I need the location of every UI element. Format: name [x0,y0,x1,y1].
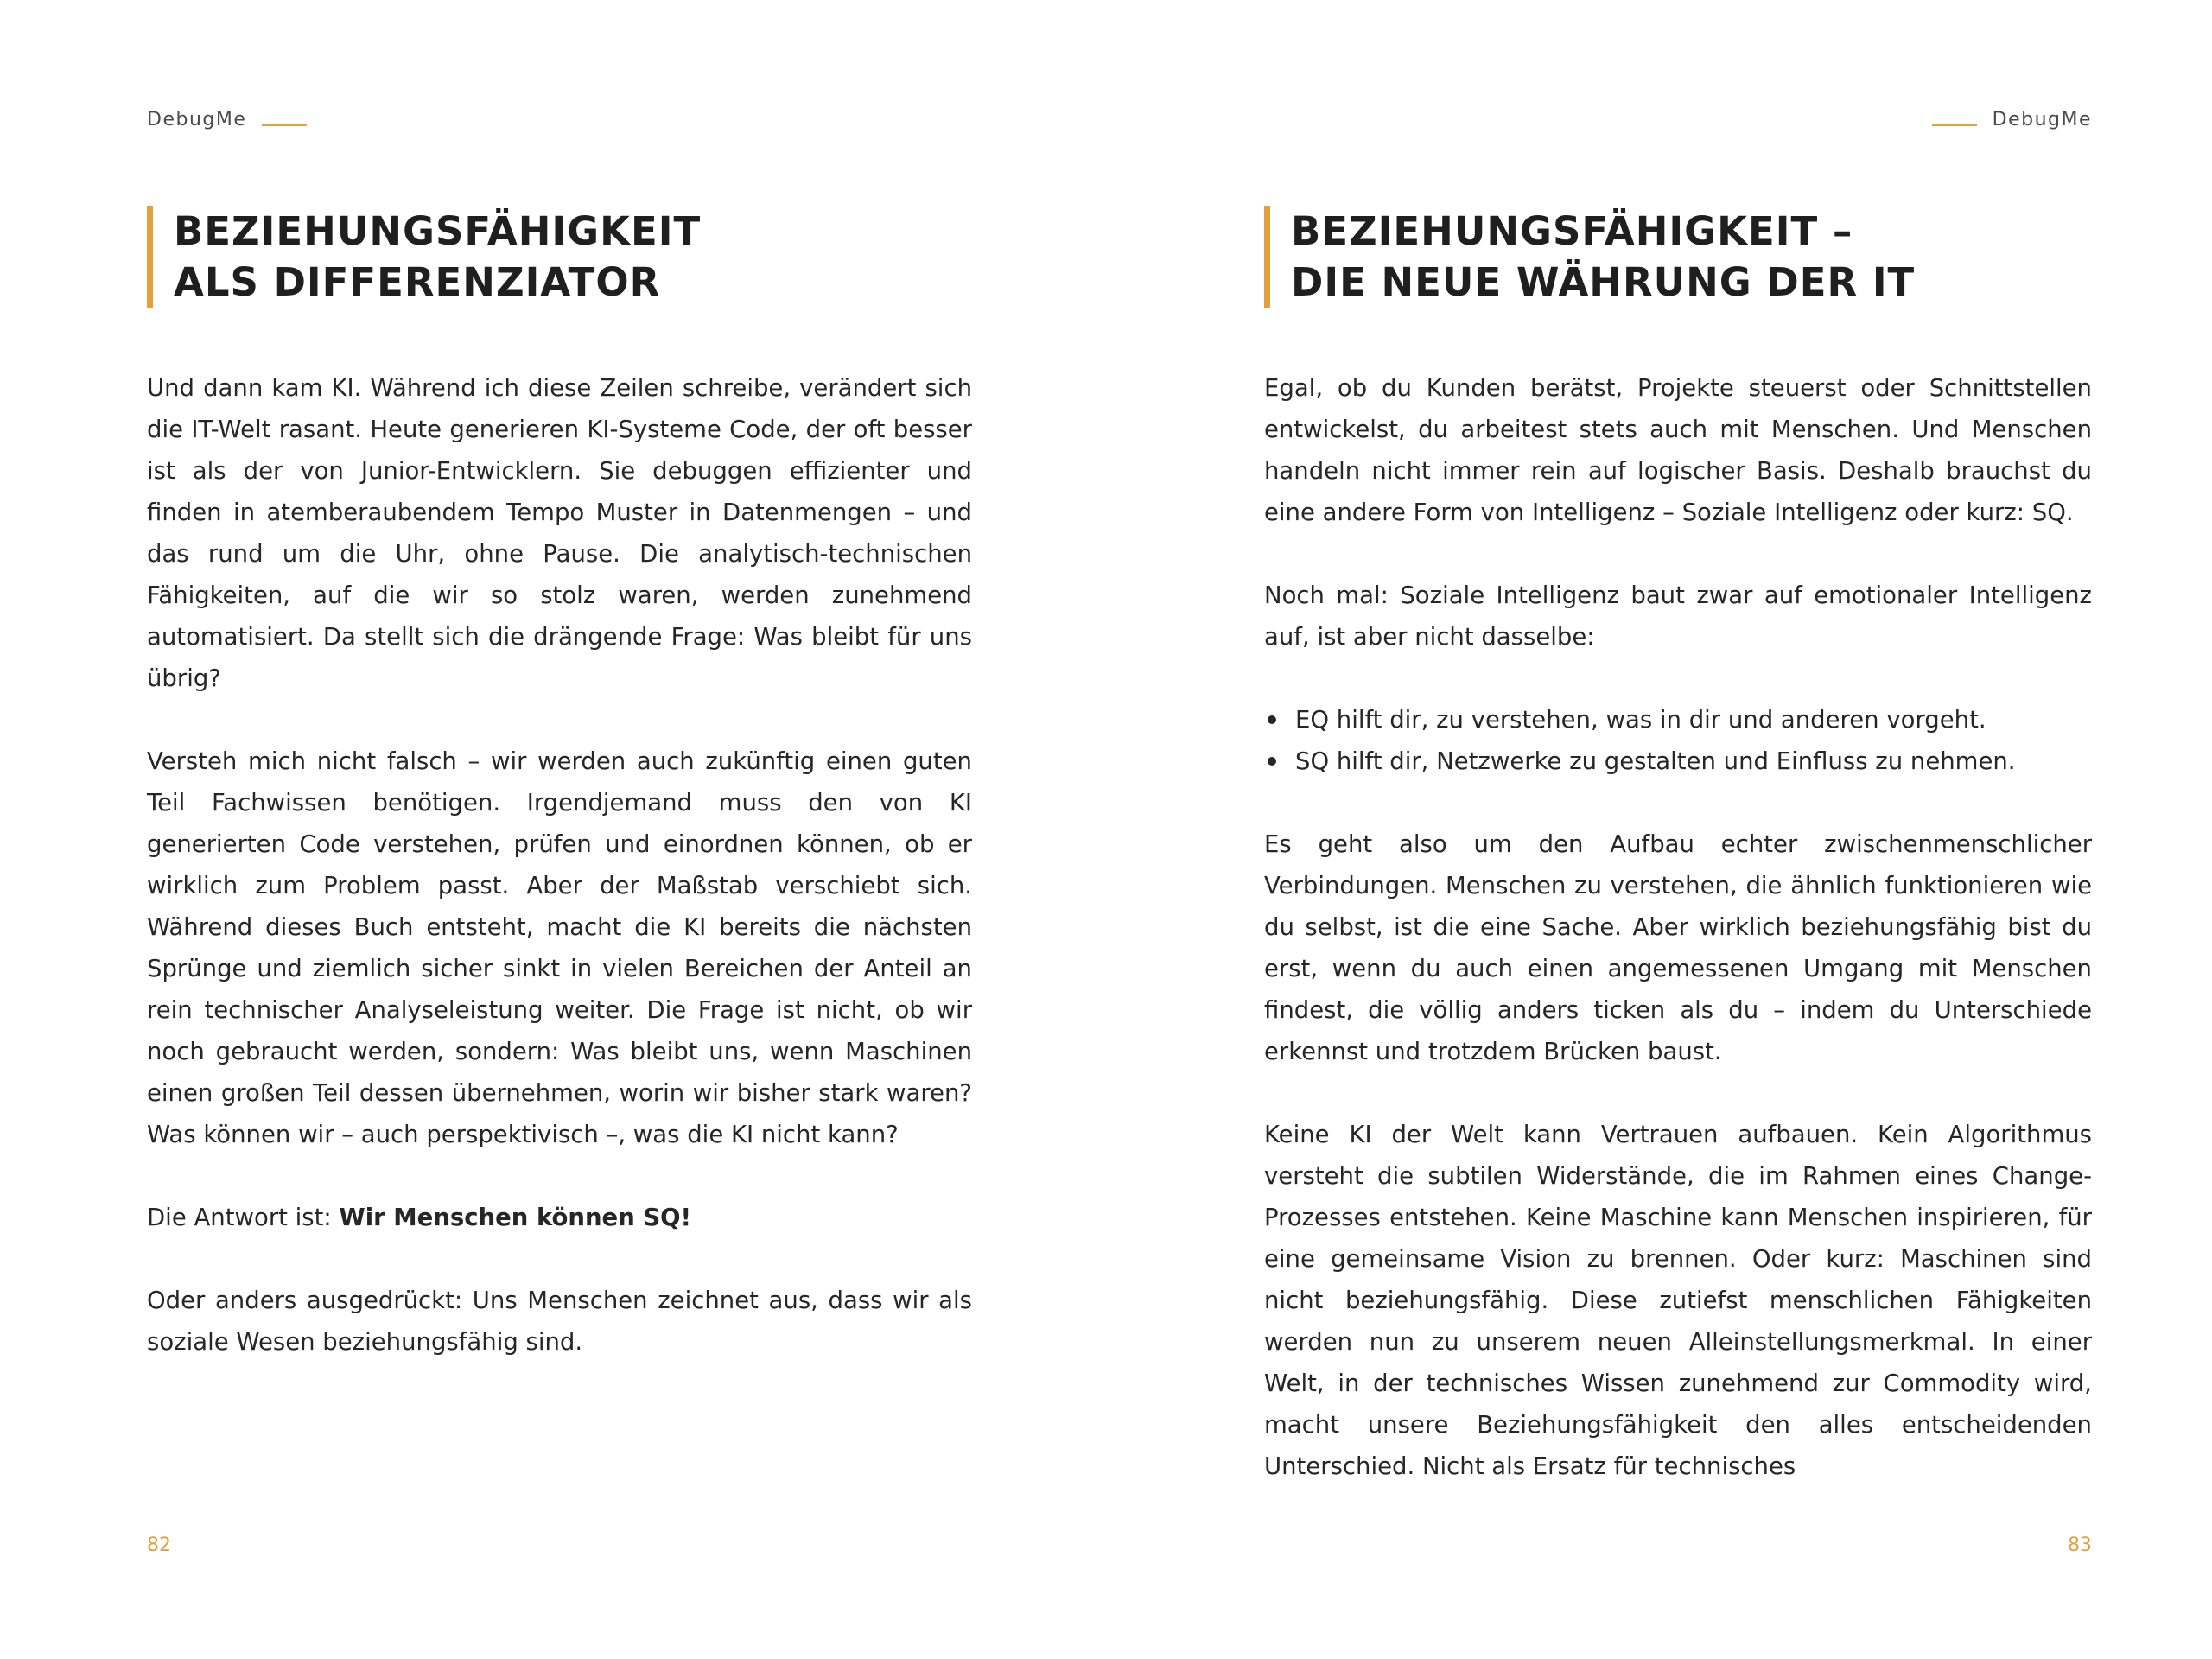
right-page [1264,0,2092,1659]
title-line: BEZIEHUNGSFÄHIGKEIT [174,208,702,254]
bullet-text: EQ hilft dir, zu verstehen, was in dir und anderen vorgeht. [1295,706,1986,734]
body-text-right [1264,367,2092,1487]
running-head-rule [1932,124,1977,126]
paragraph: Versteh mich nicht falsch – wir werden auch zukünftig einen guten Teil Fachwissen benötigen. Irgendjemand muss den von KI generierten Code verstehen, prüfen und einordnen können, ob er wirklich zum Problem passt. Aber der Maßstab verschiebt sich. Während dieses Buch entsteht, macht die KI bereits die nächsten Sprünge und ziemlich sicher sinkt in vielen Bereichen der Anteil an rein technischer Analyseleistung weiter. Die Frage ist nicht, ob wir noch gebraucht werden, sondern: Was bleibt uns, wenn Maschinen einen großen Teil dessen übernehmen, worin wir bisher stark waren? Was können wir – auch perspektivisch –, was die KI nicht kann? [147,747,972,1148]
running-head-left [147,105,307,133]
answer-bold: Wir Menschen können SQ! [339,1204,692,1231]
bullet-list [1264,699,2092,782]
bullet-item [1264,741,2092,782]
answer-paragraph [147,1197,972,1238]
paragraph: Oder anders ausgedrückt: Uns Menschen zeichnet aus, dass wir als soziale Wesen beziehungsfähig sind. [147,1287,972,1356]
title-line: ALS DIFFERENZIATOR [174,259,661,305]
left-page [147,0,972,1659]
bullet-dot-icon [1268,757,1276,766]
answer-prefix: Die Antwort ist: [147,1204,340,1231]
title-line: DIE NEUE WÄHRUNG DER IT [1291,259,1916,305]
chapter-title-left [147,206,701,308]
running-head-rule [262,124,307,126]
bullet-item [1264,699,2092,741]
page-number-left: 82 [147,1535,171,1556]
bullet-text: SQ hilft dir, Netzwerke zu gestalten und Einfluss zu nehmen. [1295,747,2016,775]
paragraph: Egal, ob du Kunden berätst, Projekte steuerst oder Schnittstellen entwickelst, du arbeitest stets auch mit Menschen. Und Menschen handeln nicht immer rein auf logischer Basis. Deshalb brauchst du eine andere Form von Intelligenz – Soziale Intelligenz oder kurz: SQ. [1264,374,2092,526]
chapter-title-right [1264,206,1915,308]
body-text-left [147,367,972,1363]
running-head-title: DebugMe [1992,108,2092,130]
running-head-right [1932,105,2092,133]
page-number-right: 83 [2068,1535,2092,1556]
paragraph: Es geht also um den Aufbau echter zwischenmenschlicher Verbindungen. Menschen zu verstehen, die ähnlich funktionieren wie du selbst, ist die eine Sache. Aber wirklich beziehungsfähig bist du erst, wenn du auch einen angemessenen Umgang mit Menschen findest, die völlig anders ticken als du – indem du Unterschiede erkennst und trotzdem Brücken baust. [1264,830,2092,1065]
paragraph: Keine KI der Welt kann Vertrauen aufbauen. Kein Algorithmus versteht die subtilen Widerstände, die im Rahmen eines Change-Prozesses entstehen. Keine Maschine kann Menschen inspirieren, für eine gemeinsame Vision zu brennen. Oder kurz: Maschinen sind nicht beziehungsfähig. Diese zutiefst menschlichen Fähigkeiten werden nun zu unserem neuen Alleinstellungsmerkmal. In einer Welt, in der technisches Wissen zunehmend zur Commodity wird, macht unsere Beziehungsfähigkeit den alles entscheidenden Unterschied. Nicht als Ersatz für technisches [1264,1121,2092,1480]
running-head-title: DebugMe [147,108,247,130]
paragraph: Und dann kam KI. Während ich diese Zeilen schreibe, verändert sich die IT-Welt rasant. Heute generieren KI-Systeme Code, der oft besser ist als der von Junior-Entwicklern. Sie debuggen effizienter und finden in atemberaubendem Tempo Muster in Datenmengen – und das rund um die Uhr, ohne Pause. Die analytisch-technischen Fähigkeiten, auf die wir so stolz waren, werden zunehmend automatisiert. Da stellt sich die drängende Frage: Was bleibt für uns übrig? [147,374,972,692]
paragraph: Noch mal: Soziale Intelligenz baut zwar auf emotionaler Intelligenz auf, ist aber nicht dasselbe: [1264,582,2092,651]
title-line: BEZIEHUNGSFÄHIGKEIT – [1291,208,1853,254]
bullet-dot-icon [1268,715,1276,724]
